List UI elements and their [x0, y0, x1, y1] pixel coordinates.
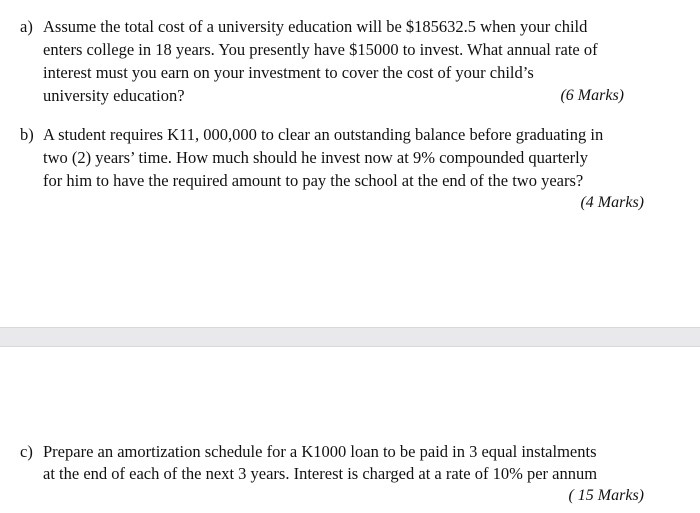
- question-c: [20, 440, 680, 510]
- question-text-line: interest must you earn on your investment to cover the cost of your child’s: [43, 63, 534, 82]
- question-text-line: Prepare an amortization schedule for a K1000 loan to be paid in 3 equal instalments: [43, 442, 597, 461]
- marks-label: (4 Marks): [580, 194, 644, 211]
- question-label: c): [20, 442, 33, 461]
- page-divider: [0, 327, 700, 347]
- question-text-line: enters college in 18 years. You presently have $15000 to invest. What annual rate of: [43, 40, 598, 59]
- question-text-line: university education?: [43, 86, 185, 105]
- marks-label: (6 Marks): [560, 87, 624, 104]
- question-text-line: two (2) years’ time. How much should he invest now at 9% compounded quarterly: [43, 148, 588, 167]
- question-label: a): [20, 17, 33, 36]
- question-text-line: Assume the total cost of a university education will be $185632.5 when your child: [43, 17, 588, 36]
- question-text-line: at the end of each of the next 3 years. Interest is charged at a rate of 10% per annum: [43, 464, 598, 483]
- question-a: [20, 15, 680, 115]
- question-text-line: for him to have the required amount to pay the school at the end of the two years?: [43, 171, 584, 190]
- question-b: [20, 123, 680, 218]
- question-label: b): [20, 125, 34, 144]
- question-text-line: A student requires K11, 000,000 to clear an outstanding balance before graduating in: [43, 125, 604, 144]
- marks-label: ( 15 Marks): [568, 487, 644, 504]
